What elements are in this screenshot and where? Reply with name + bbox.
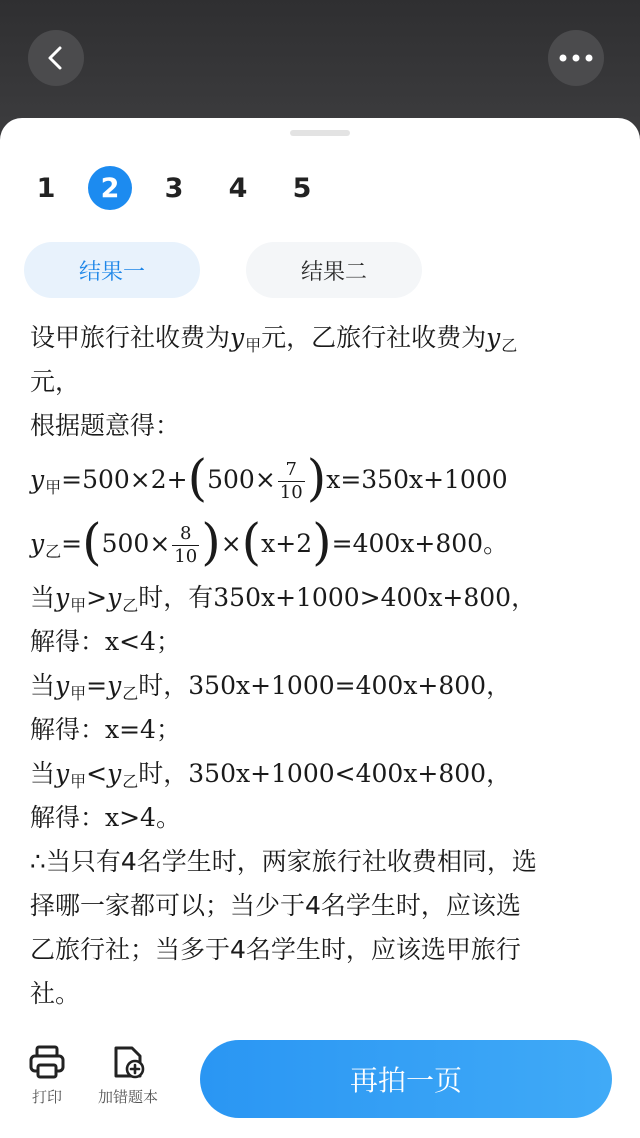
right-paren: ) [312,513,332,571]
answer-sheet [0,118,640,1138]
print-label: 打印 [31,1088,62,1106]
add-to-notebook-button[interactable] [98,1044,158,1107]
print-button[interactable] [28,1044,66,1107]
bottom-toolbar [0,1020,640,1138]
add-notebook-icon [110,1044,146,1080]
retake-page-button[interactable]: 再拍一页 [200,1040,612,1118]
drag-handle[interactable] [290,130,350,136]
top-bar [0,0,640,120]
result-equal: 解得：x=4； [30,715,181,744]
case-less: 当$y_甲<y_乙$时，350x+1000<400x+800， [30,759,512,791]
page-2[interactable]: 2 [88,166,132,210]
conclusion-line-3: 乙旅行社；当多于4名学生时，应该选甲旅行 [30,935,521,964]
intro-line: 设甲旅行社收费为$y_甲$元，乙旅行社收费为$y_乙$ [30,323,518,355]
page-4[interactable]: 4 [228,172,248,204]
tab-result-one[interactable]: 结果一 [24,242,200,298]
page-selector [24,166,344,210]
equation-jia: $y_甲=500\times 2+(500\times$ $\frac{7}{10}$ )x=350x+1000 [30,449,508,507]
solution-content [30,316,620,1016]
page-3[interactable]: 3 [164,172,184,204]
tab-result-two[interactable]: 结果二 [246,242,422,298]
equation-yi: $y_乙=(500\times$ $\frac{8}{10}$ )×(x+2)=400x+800。 [30,513,509,571]
add-label: 加错题本 [98,1088,159,1106]
right-paren: ) [306,449,327,507]
fraction-8-10: $\frac{8}{10}$ [174,522,198,567]
conclusion-line-1: ∴当只有4名学生时，两家旅行社收费相同，选 [30,847,537,876]
left-paren: ( [82,513,102,571]
left-paren: ( [187,449,208,507]
chevron-left-icon [43,45,69,71]
fraction-7-10: $\frac{7}{10}$ [279,458,303,503]
page-1[interactable]: 1 [36,172,56,204]
back-button[interactable] [28,30,84,86]
conclusion-line-4: 社。 [30,979,81,1008]
page-5[interactable]: 5 [292,172,312,204]
result-less: 解得：x>4。 [30,803,181,832]
intro-line-end: 元， [30,367,81,396]
case-equal: 当$y_甲=y_乙$时，350x+1000=400x+800， [30,671,512,703]
right-paren: ) [201,513,221,571]
printer-icon [28,1044,66,1080]
ellipsis-icon [559,54,593,62]
given-line: 根据题意得： [30,411,181,440]
result-greater: 解得：x<4； [30,627,181,656]
left-paren: ( [241,513,262,571]
more-button[interactable] [548,30,604,86]
case-greater: 当$y_甲>y_乙$时，有350x+1000>400x+800， [30,583,537,615]
conclusion-line-2: 择哪一家都可以；当少于4名学生时，应该选 [30,891,521,920]
